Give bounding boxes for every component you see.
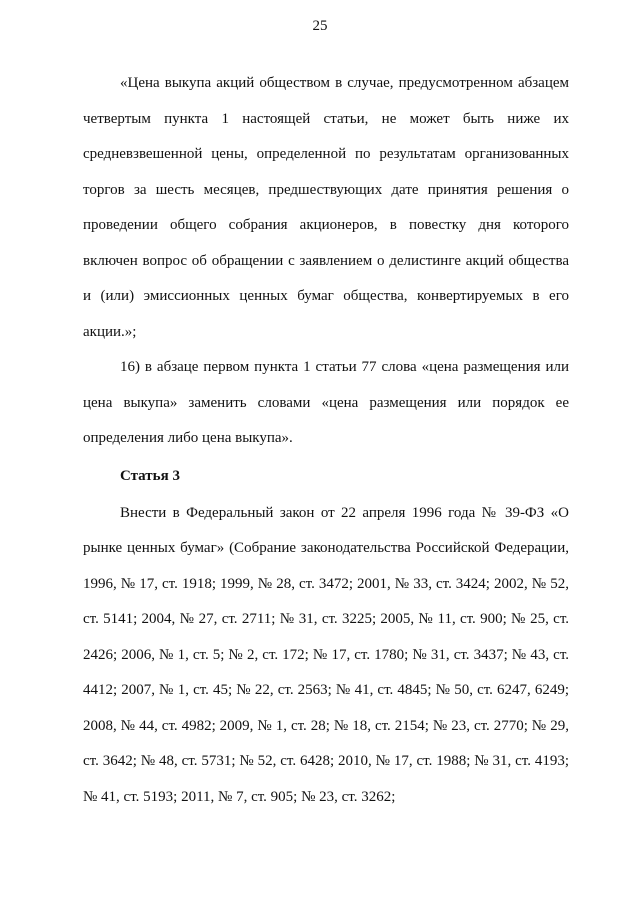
document-body (83, 66, 569, 815)
paragraph-item-16: 16) в абзаце первом пункта 1 статьи 77 слова «цена размещения или цена выкупа» заменить словами «цена размещения или порядок ее определения либо цена выкупа». (83, 359, 569, 446)
page-number: 25 (312, 18, 328, 34)
paragraph-price-buyback: «Цена выкупа акций обществом в случае, предусмотренном абзацем четвертым пункта 1 настоящей статьи, не может быть ниже их средневзвешенной цены, определенной по результатам организованных торгов за шесть месяцев, предшествующих дате принятия решения о проведении общего собрания акционеров, в повестку дня которого включен вопрос об обращении с заявлением о делистинге акций общества и (или) эмиссионных ценных бумаг общества, конвертируемых в его акции.»; (83, 75, 569, 340)
paragraph-article-3-amendments: Внести в Федеральный закон от 22 апреля 1996 года № 39-ФЗ «О рынке ценных бумаг» (Собрание законодательства Российской Федерации, 1996, № 17, ст. 1918; 1999, № 28, ст. 3472; 2001, № 33, ст. 3424; 2002, № 52, ст. 5141; 2004, № 27, ст. 2711; № 31, ст. 3225; 2005, № 11, ст. 900; № 25, ст. 2426; 2006, № 1, ст. 5; № 2, ст. 172; № 17, ст. 1780; № 31, ст. 3437; № 43, ст. 4412; 2007, № 1, ст. 45; № 22, ст. 2563; № 41, ст. 4845; № 50, ст. 6247, 6249; 2008, № 44, ст. 4982; 2009, № 1, ст. 28; № 18, ст. 2154; № 23, ст. 2770; № 29, ст. 3642; № 48, ст. 5731; № 52, ст. 6428; 2010, № 17, ст. 1988; № 31, ст. 4193; № 41, ст. 5193; 2011, № 7, ст. 905; № 23, ст. 3262; (83, 504, 569, 805)
article-heading: Статья 3 (120, 467, 180, 484)
